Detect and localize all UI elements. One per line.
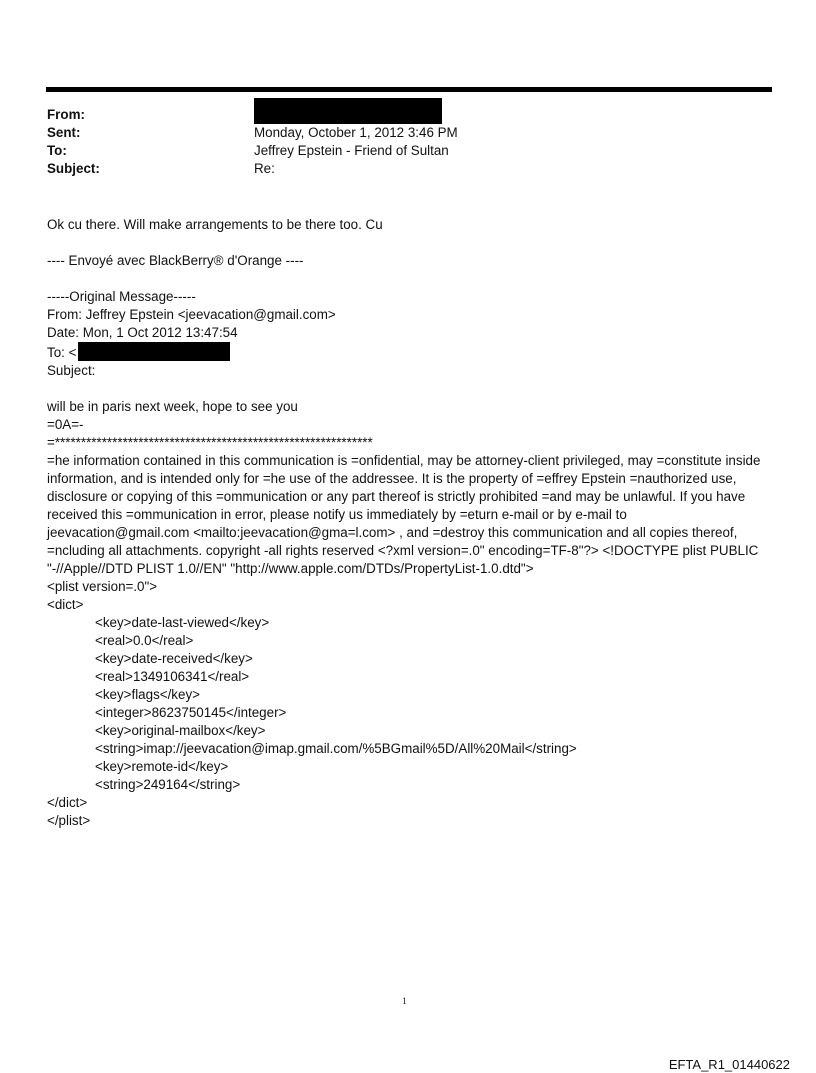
plist-line: <real>1349106341</real> — [95, 669, 250, 684]
original-date: Date: Mon, 1 Oct 2012 13:47:54 — [47, 325, 238, 340]
plist-line: <key>remote-id</key> — [95, 759, 229, 774]
sent-row — [47, 124, 767, 142]
message-line: will be in paris next week, hope to see you — [47, 399, 298, 414]
plist-line: <string>249164</string> — [95, 777, 241, 792]
subject-row — [47, 160, 767, 178]
from-row — [47, 106, 767, 124]
plist-line: <key>date-last-viewed</key> — [95, 615, 270, 630]
plist-open: <plist version=.0"> — [47, 579, 158, 594]
original-to — [47, 342, 777, 362]
to-label: To: — [47, 143, 67, 158]
email-header — [47, 106, 767, 178]
page-number: 1 — [402, 997, 407, 1007]
signature-line: ---- Envoyé avec BlackBerry® d'Orange ---- — [47, 253, 304, 268]
encoded-line: =0A=- — [47, 417, 84, 432]
dict-open: <dict> — [47, 597, 84, 612]
original-from: From: Jeffrey Epstein <jeevacation@gmail.com> — [47, 307, 336, 322]
plist-close: </plist> — [47, 813, 91, 828]
reply-line: Ok cu there. Will make arrangements to be there too. Cu — [47, 217, 383, 232]
plist-line: <string>imap://jeevacation@imap.gmail.com/%5BGmail%5D/All%20Mail</string> — [95, 741, 577, 756]
plist-line: <real>0.0</real> — [95, 633, 194, 648]
subject-value: Re: — [254, 161, 275, 176]
original-message-header: -----Original Message----- — [47, 289, 196, 304]
header-divider — [46, 87, 772, 92]
original-subject: Subject: — [47, 363, 96, 378]
original-to-label: To: < — [47, 345, 77, 360]
to-row — [47, 142, 767, 160]
from-label: From: — [47, 107, 85, 122]
plist-line: <key>original-mailbox</key> — [95, 723, 266, 738]
plist-line: <key>date-received</key> — [95, 651, 253, 666]
sent-label: Sent: — [47, 125, 81, 140]
dict-close: </dict> — [47, 795, 88, 810]
sent-value: Monday, October 1, 2012 3:46 PM — [254, 125, 458, 140]
encoded-separator: =************************************************************* — [47, 435, 373, 450]
from-value — [254, 106, 767, 124]
redaction-box — [78, 342, 230, 361]
email-body — [47, 216, 777, 830]
disclaimer-text: =he information contained in this communication is =onfidential, may be attorney-client privileged, may =constitute inside information, and is intended only for =he use of the addressee. It is the property of =effrey Epstein =nauthorized use, disclosure or copying of this =ommunication or any part thereof is strictly prohibited =and may be unlawful. If you have received this =ommunication in error, please notify us immediately by =eturn e-mail or by e-mail to jeevacation@gmail.com <mailto:jeevacation@gma=l.com> , and =destroy this communication and all copies thereof, =ncluding all attachments. copyright -all rights reserved <?xml version=.0" encoding=TF-8"?> <!DOCTYPE plist PUBLIC "-//Apple//DTD PLIST 1.0//EN" "http://www.apple.com/DTDs/PropertyList-1.0.dtd"> — [47, 453, 761, 576]
to-value: Jeffrey Epstein - Friend of Sultan — [254, 143, 449, 158]
plist-line: <integer>8623750145</integer> — [95, 705, 287, 720]
subject-label: Subject: — [47, 161, 100, 176]
redaction-box — [254, 98, 442, 124]
plist-line: <key>flags</key> — [95, 687, 200, 702]
bates-number: EFTA_R1_01440622 — [668, 1057, 790, 1072]
